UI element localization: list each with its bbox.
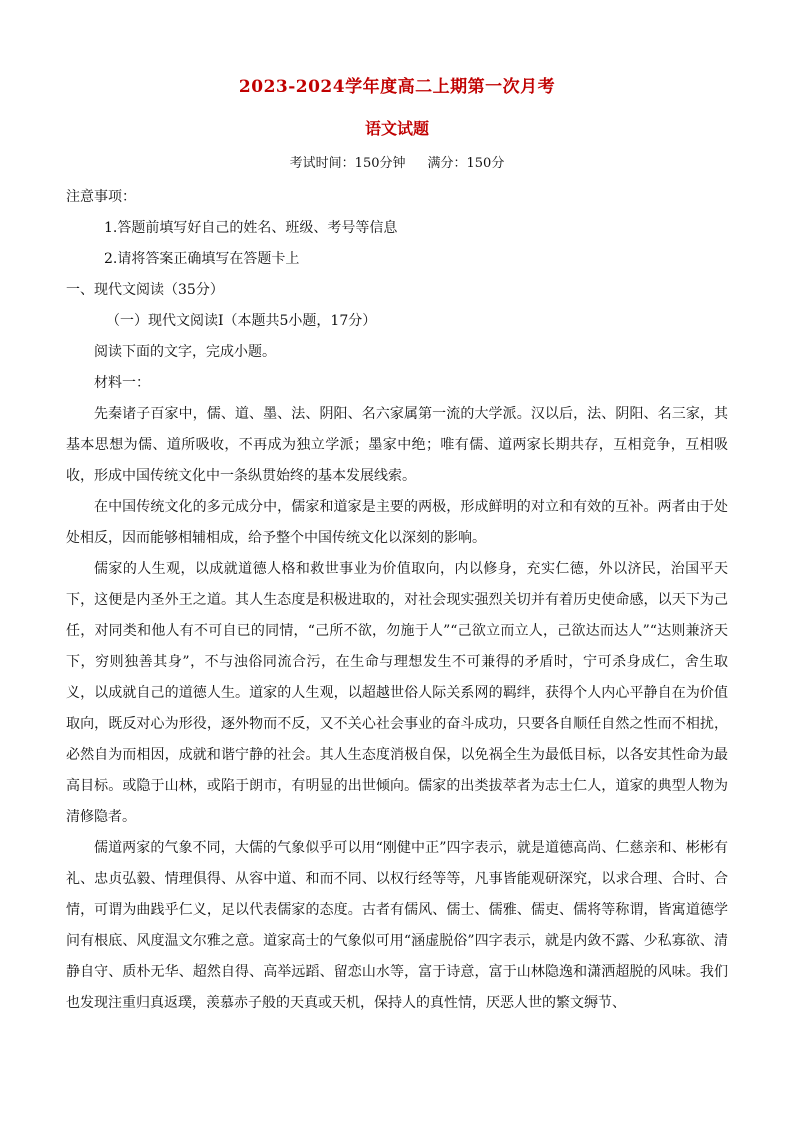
section-heading: 一、现代文阅读（35分） — [66, 282, 224, 298]
paragraph-1: 先秦诸子百家中，儒、道、墨、法、阴阳、名六家属第一流的大学派。汉以后，法、阴阳、名三家，其基本思想为儒、道所吸收，不再成为独立学派；墨家中绝；唯有儒、道两家长期共存，互相竞争，互相吸收，形成中国传统文化中一条纵贯始终的基本发展线索。 — [66, 406, 728, 484]
notes-heading: 注意事项： — [66, 189, 136, 205]
notes-item-1: 1.答题前填写好自己的姓名、班级、考号等信息 — [104, 220, 398, 236]
section-sub-heading: （一）现代文阅读Ⅰ（本题共5小题，17分） — [106, 313, 377, 329]
paragraph-4: 儒道两家的气象不同，大儒的气象似乎可以用“刚健中正”四字表示，就是道德高尚、仁慈亲和、彬彬有礼、忠贞弘毅、情理俱得、从容中道、和而不同、以权行经等等，凡事皆能观研深究，以求合理、合时、合情，可谓为曲践乎仁义，足以代表儒家的态度。古者有儒风、儒士、儒雅、儒吏、儒将等称谓，皆寓道德学问有根底、风度温文尔雅之意。道家高士的气象似可用“涵虚脱俗”四字表示，就是内敛不露、少私寡欲、清静自守、质朴无华、超然自得、高举远蹈、留恋山水等，富于诗意，富于山林隐逸和潇洒超脱的风味。我们也发现注重归真返璞，羡慕赤子般的天真或天机，保持人的真性情，厌恶人世的繁文缛节、 — [66, 840, 728, 1011]
notes-item-2: 2.请将答案正确填写在答题卡上 — [104, 251, 300, 267]
reading-instruction: 阅读下面的文字，完成小题。 — [94, 344, 276, 360]
exam-subtitle: 语文试题 — [364, 119, 429, 138]
exam-title: 2023-2024学年度高二上期第一次月考 — [238, 77, 556, 97]
paragraph-3: 儒家的人生观，以成就道德人格和救世事业为价值取向，内以修身，充实仁德，外以济民，治国平天下，这便是内圣外王之道。其人生态度是积极进取的，对社会现实强烈关切并有着历史使命感，以天下为己任，对同类和他人有不可自已的同情，“己所不欲，勿施于人”“己欲立而立人，己欲达而达人”“达则兼济天下，穷则独善其身”，不与浊俗同流合污，在生命与理想发生不可兼得的矛盾时，宁可杀身成仁，舍生取义，以成就自己的道德人生。道家的人生观，以超越世俗人际关系网的羁绊，获得个人内心平静自在为价值取向，既反对心为形役，逐外物而不反，又不关心社会事业的奋斗成功，只要各自顺任自然之性而不相扰，必然自为而相因，成就和谐宁静的社会。其人生态度消极自保，以免祸全生为最低目标，以各安其性命为最高目标。或隐于山林，或陷于朗市，有明显的出世倾向。儒家的出类拔萃者为志士仁人，道家的典型人物为清修隐者。 — [66, 561, 728, 825]
material-label: 材料一： — [94, 375, 150, 391]
exam-body — [66, 182, 728, 1019]
exam-time: 考试时间：150分钟 — [289, 156, 406, 171]
full-score: 满分：150分 — [427, 156, 505, 171]
paragraph-2: 在中国传统文化的多元成分中，儒家和道家是主要的两极，形成鲜明的对立和有效的互补。两者由于处处相反，因而能够相辅相成，给予整个中国传统文化以深刻的影响。 — [66, 499, 728, 546]
exam-info — [0, 152, 794, 171]
